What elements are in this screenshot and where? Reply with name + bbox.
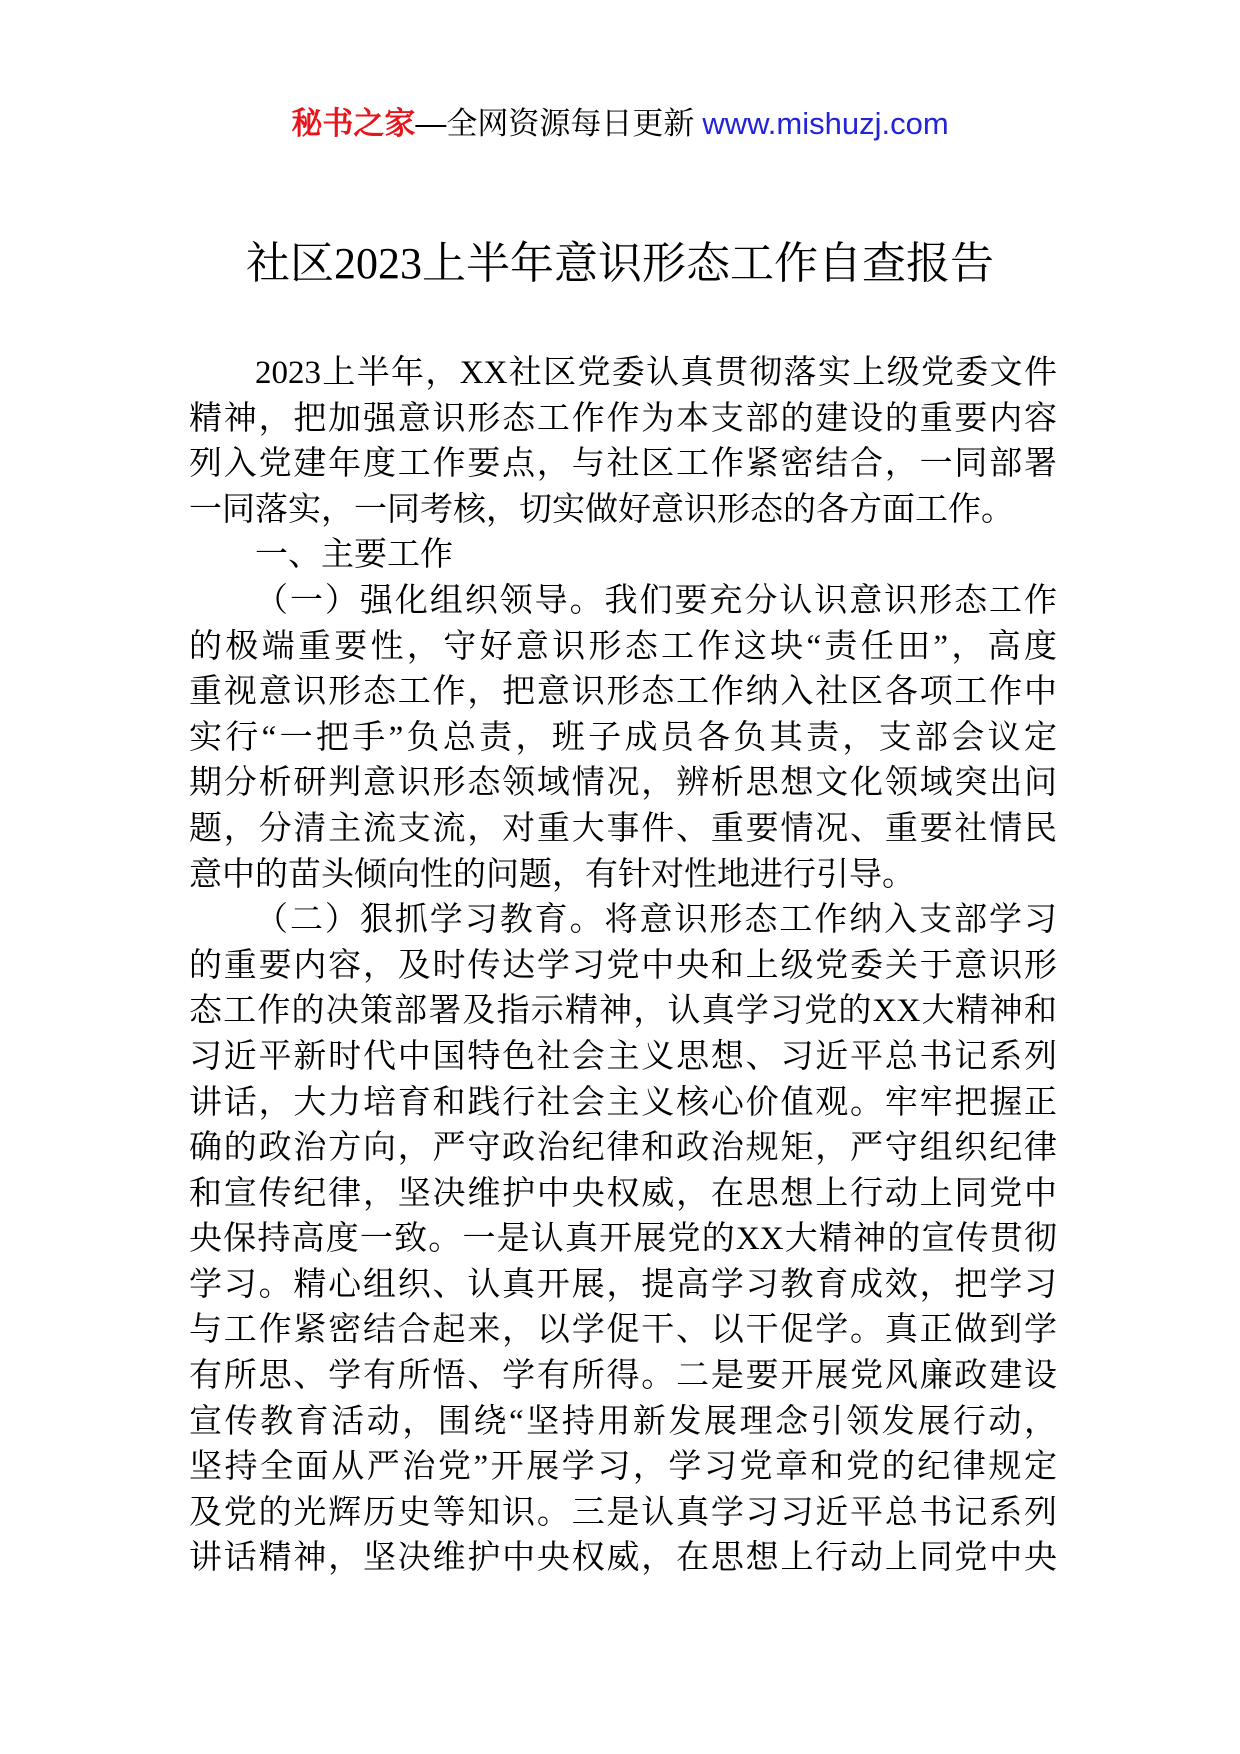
paragraph-line: 态工作的决策部署及指示精神，认真学习党的XX大精神和 bbox=[189, 993, 1057, 1030]
page-header bbox=[0, 104, 1240, 144]
paragraph-line: 的极端重要性，守好意识形态工作这块“责任田”，高度 bbox=[189, 628, 1057, 665]
paragraph-intro bbox=[189, 351, 1057, 533]
paragraph-line: 实行“一把手”负总责，班子成员各负其责，支部会议定 bbox=[189, 719, 1057, 756]
paragraph-line: 精神，把加强意识形态工作作为本支部的建设的重要内容 bbox=[189, 400, 1057, 437]
paragraph-line: 学习。精心组织、认真开展，提高学习教育成效，把学习 bbox=[189, 1266, 1057, 1303]
paragraph-line: 一同落实，一同考核，切实做好意识形态的各方面工作。 bbox=[189, 491, 1014, 528]
paragraph-line: 讲话，大力培育和践行社会主义核心价值观。牢牢把握正 bbox=[189, 1084, 1057, 1121]
section-heading bbox=[189, 533, 1057, 579]
paragraph-line: 重视意识形态工作，把意识形态工作纳入社区各项工作中 bbox=[189, 674, 1057, 711]
paragraph-line: 列入党建年度工作要点，与社区工作紧密结合，一同部署 bbox=[189, 446, 1057, 483]
paragraph-line: 央保持高度一致。一是认真开展党的XX大精神的宣传贯彻 bbox=[189, 1221, 1057, 1258]
paragraph-line: 有所思、学有所悟、学有所得。二是要开展党风廉政建设 bbox=[189, 1358, 1057, 1395]
paragraph-line: 意中的苗头倾向性的问题，有针对性地进行引导。 bbox=[189, 856, 915, 893]
paragraph-line: 题，分清主流支流，对重大事件、重要情况、重要社情民 bbox=[189, 810, 1057, 847]
document-title: 社区2023上半年意识形态工作自查报告 bbox=[246, 239, 994, 288]
paragraph-organization bbox=[189, 579, 1057, 898]
paragraph-line: 的重要内容，及时传达学习党中央和上级党委关于意识形 bbox=[189, 947, 1057, 984]
paragraph-study bbox=[189, 898, 1057, 1582]
paragraph-line: 宣传教育活动，围绕“坚持用新发展理念引领发展行动， bbox=[189, 1403, 1057, 1440]
paragraph-line: 讲话精神，坚决维护中央权威，在思想上行动上同党中央 bbox=[189, 1540, 1057, 1577]
paragraph-line: 和宣传纪律，坚决维护中央权威，在思想上行动上同党中 bbox=[189, 1175, 1057, 1212]
paragraph-line: 与工作紧密结合起来，以学促干、以干促学。真正做到学 bbox=[189, 1312, 1057, 1349]
paragraph-line: 及党的光辉历史等知识。三是认真学习习近平总书记系列 bbox=[189, 1494, 1057, 1531]
paragraph-line: （二）狠抓学习教育。将意识形态工作纳入支部学习 bbox=[255, 902, 1057, 939]
paragraph-line: 习近平新时代中国特色社会主义思想、习近平总书记系列 bbox=[189, 1038, 1057, 1075]
paragraph-line: 2023上半年，XX社区党委认真贯彻落实上级党委文件 bbox=[255, 355, 1057, 391]
document-body bbox=[189, 351, 1057, 1582]
paragraph-line: 坚持全面从严治党”开展学习，学习党章和党的纪律规定 bbox=[189, 1449, 1057, 1486]
paragraph-line: 确的政治方向，严守政治纪律和政治规矩，严守组织纪律 bbox=[189, 1130, 1057, 1167]
section-heading-text: 一、主要工作 bbox=[255, 537, 453, 574]
paragraph-line: 期分析研判意识形态领域情况，辨析思想文化领域突出问 bbox=[189, 765, 1057, 802]
paragraph-line: （一）强化组织领导。我们要充分认识意识形态工作 bbox=[255, 582, 1057, 619]
header-url-link[interactable]: www.mishuzj.com bbox=[702, 106, 949, 141]
header-slogan: —全网资源每日更新 bbox=[415, 106, 695, 141]
header-brand: 秘书之家 bbox=[291, 106, 416, 141]
